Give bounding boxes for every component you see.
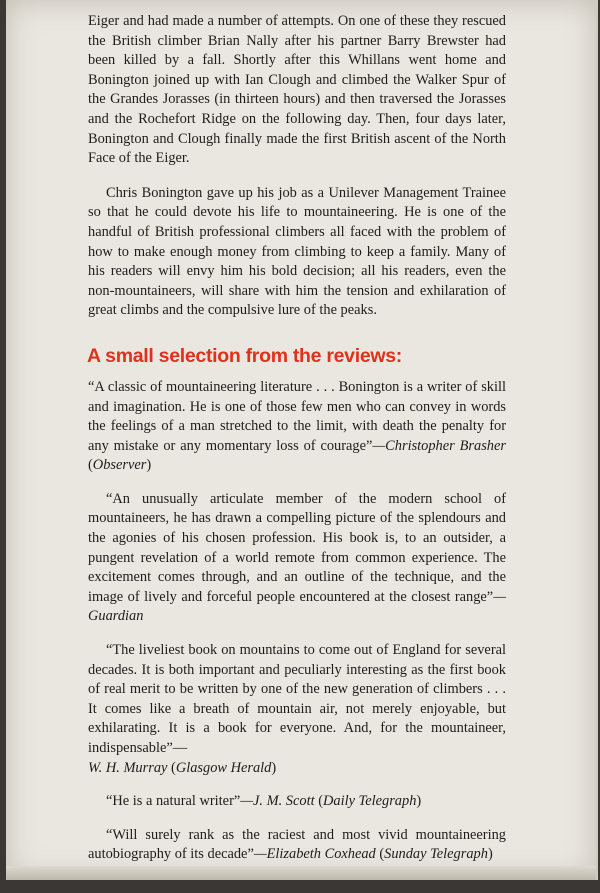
review-author: —J. M. Scott	[240, 793, 315, 810]
review-text: “He is a natural writer”	[106, 793, 241, 810]
review-quote: “Will surely rank as the raciest and most vivid mountaineering autobiography of its decade”—Elizabeth Coxhead (Sunday Telegraph)	[88, 826, 506, 863]
review-author: —Christopher Brasher	[372, 437, 506, 454]
review-author: W. H. Murray	[88, 759, 168, 776]
review-author: —Guardian	[88, 588, 506, 625]
review-source: Observer	[92, 457, 147, 474]
review-text: “An unusually articulate member of the modern school of mountaineers, he has drawn a compelling picture of the splendours and the agonies of his chosen profession. His book is, to an outsider, a pungent revelation of a world remote from common experience. The excitement comes through, and an outline of the technique, and the image of lively and forceful people encountered at the closest range”	[88, 490, 506, 605]
review-text: “Will surely rank as the raciest and most vivid mountaineering autobiography of its decade”	[88, 826, 506, 863]
review-source: Glasgow Herald	[175, 759, 272, 776]
book-back-cover	[6, 0, 598, 880]
intro-paragraph-2: Chris Bonington gave up his job as a Unilever Management Trainee so that he could devote his life to mountaineering. He is one of the handful of British professional climbers all faced with the problem of how to make enough money from climbing to keep a family. Many of his readers will envy him his bold decision; all his readers, even the non-mountaineers, will share with him the tension and exhilaration of great climbs and the compulsive lure of the peaks.	[88, 184, 506, 319]
review-quote: “He is a natural writer”—J. M. Scott (Daily Telegraph)	[106, 793, 422, 810]
review-text: “A classic of mountaineering literature . . . Bonington is a writer of skill and imagination. He is one of those few men who can convey in words the feelings of a man stretched to the limit, with death the penalty for any mistake or any momentary loss of courage”	[88, 378, 506, 454]
review-quote: “A classic of mountaineering literature . . . Bonington is a writer of skill and imagination. He is one of those few men who can convey in words the feelings of a man stretched to the limit, with death the penalty for any mistake or any momentary loss of courage”—Christopher Brasher (Observer)	[88, 378, 506, 474]
review-source: Sunday Telegraph	[384, 846, 488, 863]
review-author: —Elizabeth Coxhead	[253, 846, 376, 863]
intro-paragraph-1: Eiger and had made a number of attempts. On one of these they rescued the British climber Brian Nally after his partner Barry Brewster had been killed by a fall. Shortly after this Whillans went home and Bonington joined up with Ian Clough and climbed the Walker Spur of the Grandes Jorasses (in thirteen hours) and then traversed the Jorasses and the Rochefort Ridge on the following day. Then, four days later, Bonington and Clough finally made the first British ascent of the North Face of the Eiger.	[88, 13, 506, 167]
review-quote	[88, 490, 506, 627]
cover-text-block	[88, 12, 506, 865]
reviews-heading: A small selection from the reviews:	[87, 344, 402, 367]
review-quote: “The liveliest book on mountains to come out of England for several decades. It is both important and peculiarly interesting as the first book of real merit to be written by one of the new generation of climbers . . . It comes like a breath of mountain air, not merely enjoyable, but exhilarating. It is a book for everyone. And, for the mountaineer, indispensable”— W. H. Murray (Glasgow Herald)	[88, 642, 506, 776]
review-source: Daily Telegraph	[322, 793, 417, 810]
review-text: “The liveliest book on mountains to come out of England for several decades. It is both important and peculiarly interesting as the first book of real merit to be written by one of the new generation of climbers . . . It comes like a breath of mountain air, not merely enjoyable, but exhilarating. It is a book for everyone. And, for the mountaineer, indispensable”—	[88, 642, 506, 756]
